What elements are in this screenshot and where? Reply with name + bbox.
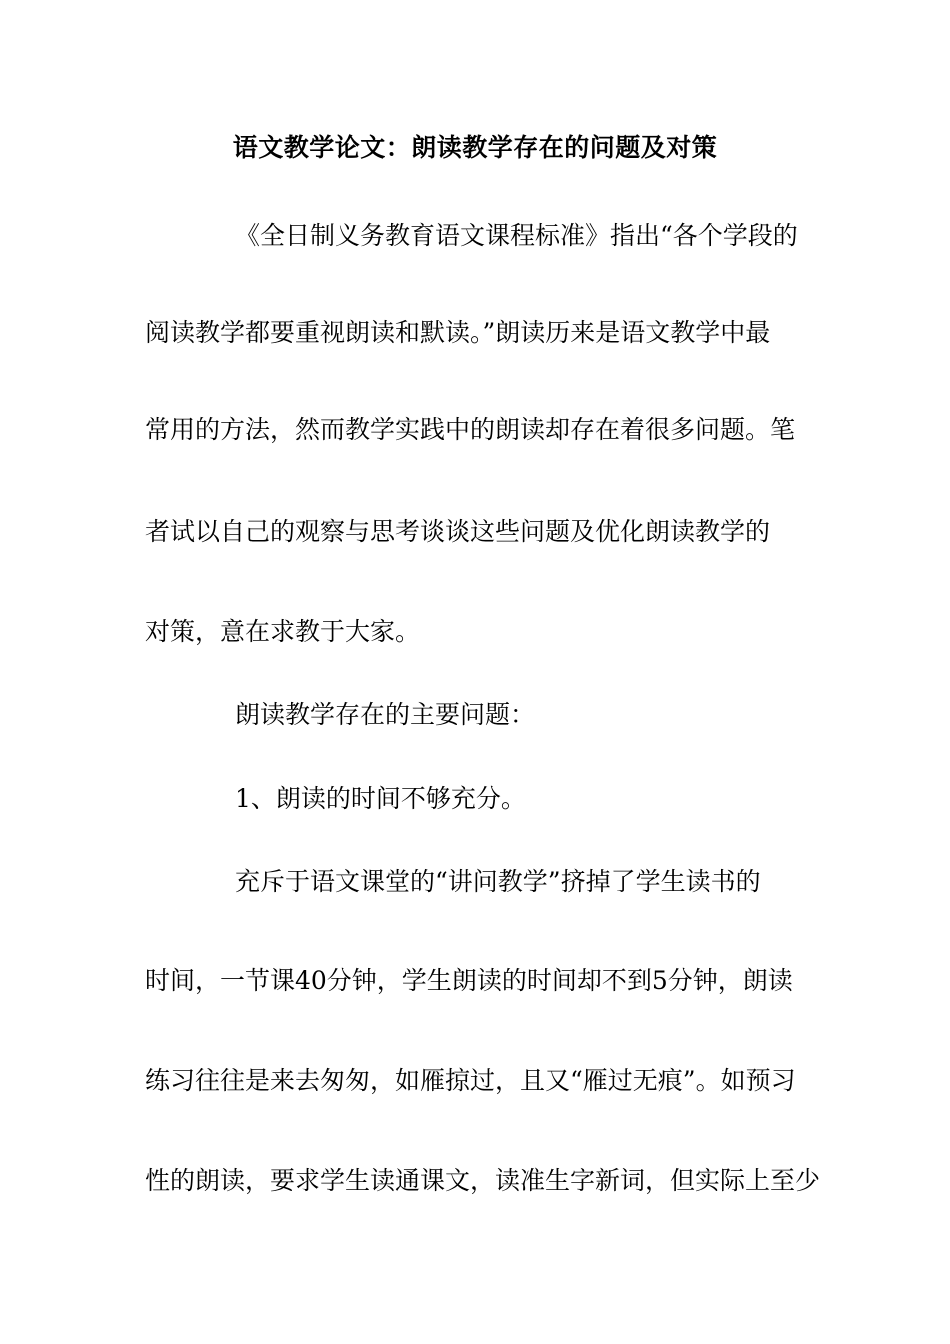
paragraph-line: 对策，意在求教于大家。 [145, 617, 421, 646]
paragraph-line: 练习往往是来去匆匆，如雁掠过，且又“雁过无痕”。如预习 [145, 1066, 796, 1095]
list-item-heading: 1、朗读的时间不够充分。 [235, 784, 526, 813]
paragraph-line: 充斥于语文课堂的“讲问教学”挤掉了学生读书的 [235, 867, 761, 896]
paragraph-line: 者试以自己的观察与思考谈谈这些问题及优化朗读教学的 [145, 517, 771, 546]
paragraph-line: 时间，一节课40分钟，学生朗读的时间却不到5分钟，朗读 [145, 966, 793, 995]
document-title: 语文教学论文：朗读教学存在的问题及对策 [232, 133, 718, 162]
section-heading: 朗读教学存在的主要问题： [235, 700, 536, 729]
paragraph-line: 性的朗读，要求学生读通课文，读准生字新词，但实际上至少 [145, 1166, 820, 1195]
paragraph-line: 常用的方法，然而教学实践中的朗读却存在着很多问题。笔 [145, 415, 796, 444]
paragraph-line: 阅读教学都要重视朗读和默读。”朗读历来是语文教学中最 [145, 318, 771, 347]
paragraph-line: 《全日制义务教育语文课程标准》指出“各个学段的 [235, 221, 798, 250]
